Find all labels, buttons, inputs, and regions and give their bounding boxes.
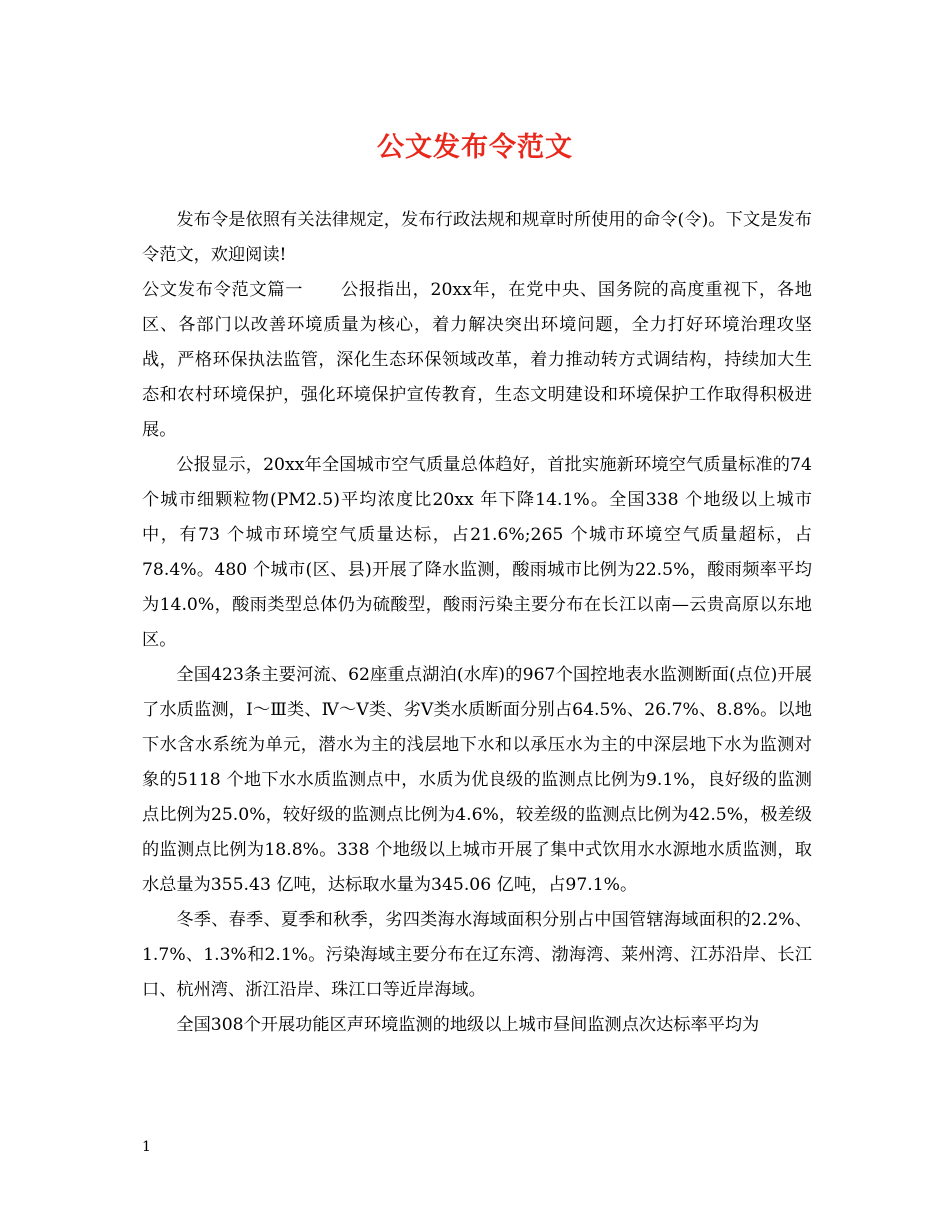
section-label: 公文发布令范文篇一 — [142, 280, 304, 300]
document-body — [142, 203, 812, 1043]
section-paragraph — [142, 273, 812, 448]
sea-quality-paragraph: 冬季、春季、夏季和秋季，劣四类海水海域面积分别占中国管辖海域面积的2.2%、1.7%、1.3%和2.1%。污染海域主要分布在辽东湾、渤海湾、莱州湾、江苏沿岸、长江口、杭州湾、浙江沿岸、珠江口等近岸海域。 — [142, 910, 812, 1000]
page-number: 1 — [142, 1139, 151, 1155]
intro-paragraph: 发布令是依照有关法律规定，发布行政法规和规章时所使用的命令(令)。下文是发布令范文，欢迎阅读! — [142, 210, 812, 265]
noise-paragraph: 全国308个开展功能区声环境监测的地级以上城市昼间监测点次达标率平均为 — [176, 1015, 760, 1035]
document-title: 公文发布令范文 — [377, 132, 573, 163]
section-text: 公报指出，20xx年，在党中央、国务院的高度重视下，各地区、各部门以改善环境质量为核心，着力解决突出环境问题，全力打好环境治理攻坚战，严格环保执法监管，深化生态环保领域改革，着力推动转方式调结构，持续加大生态和农村环境保护，强化环境保护宣传教育，生态文明建设和环境保护工作取得积极进展。 — [142, 280, 812, 440]
water-quality-paragraph: 全国423条主要河流、62座重点湖泊(水库)的967个国控地表水监测断面(点位)开展了水质监测，Ⅰ～Ⅲ类、Ⅳ～Ⅴ类、劣Ⅴ类水质断面分别占64.5%、26.7%、8.8%。以地下水含水系统为单元，潜水为主的浅层地下水和以承压水为主的中深层地下水为监测对象的5118 个地下水水质监测点中，水质为优良级的监测点比例为9.1%，良好级的监测点比例为25.0%，较好级的监测点比例为4.6%，较差级的监测点比例为42.5%，极差级的监测点比例为18.8%。338 个地级以上城市开展了集中式饮用水水源地水质监测，取水总量为355.43 亿吨，达标取水量为345.06 亿吨，占97.1%。 — [142, 665, 812, 895]
air-quality-paragraph: 公报显示，20xx年全国城市空气质量总体趋好，首批实施新环境空气质量标准的74 个城市细颗粒物(PM2.5)平均浓度比20xx 年下降14.1%。全国338 个地级以上城市中，有73 个城市环境空气质量达标，占21.6%;265 个城市环境空气质量超标，占78.4%。480 个城市(区、县)开展了降水监测，酸雨城市比例为22.5%，酸雨频率平均为14.0%，酸雨类型总体仍为硫酸型，酸雨污染主要分布在长江以南—云贵高原以东地区。 — [142, 455, 812, 650]
